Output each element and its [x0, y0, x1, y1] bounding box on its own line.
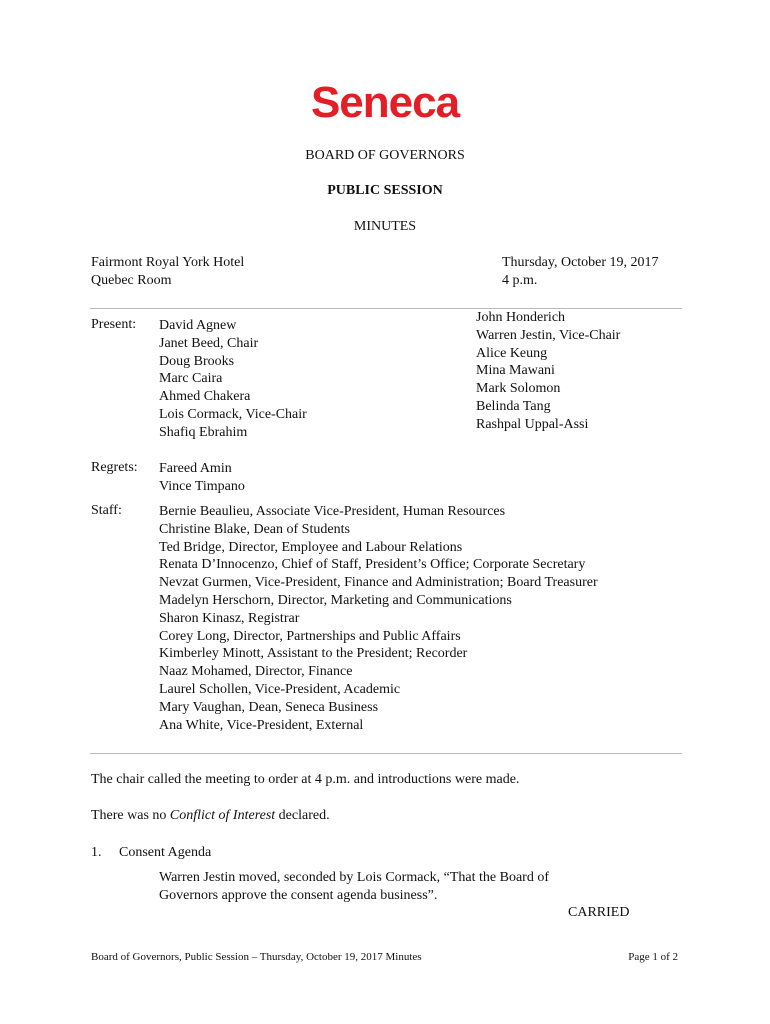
conflict-text-after: declared.	[275, 808, 330, 823]
list-item: Madelyn Herschorn, Director, Marketing and Communications	[159, 592, 512, 608]
board-title: BOARD OF GOVERNORS	[305, 148, 465, 163]
document-type: MINUTES	[353, 219, 417, 234]
venue-name: Fairmont Royal York Hotel	[91, 255, 245, 270]
list-item: Ana White, Vice-President, External	[159, 717, 364, 733]
page-number: Page 1 of 2	[628, 951, 678, 963]
list-item: Rashpal Uppal-Assi	[476, 416, 589, 432]
list-item: Mary Vaughan, Dean, Seneca Business	[159, 699, 379, 715]
list-item: Marc Caira	[159, 371, 223, 387]
list-item: Nevzat Gurmen, Vice-President, Finance and Administration; Board Treasurer	[159, 575, 598, 591]
list-item: Warren Jestin, Vice-Chair	[476, 327, 621, 343]
list-item: Christine Blake, Dean of Students	[159, 521, 350, 537]
list-item: Shafiq Ebrahim	[159, 424, 248, 440]
opening-paragraph: The chair called the meeting to order at 4 p.m. and introductions were made.	[91, 772, 520, 787]
motion-result: CARRIED	[568, 905, 630, 920]
present-list-right	[476, 309, 620, 434]
list-item: Belinda Tang	[476, 398, 551, 414]
list-item: Ahmed Chakera	[159, 389, 251, 405]
list-item: David Agnew	[159, 318, 237, 333]
footer-title: Board of Governors, Public Session – Thursday, October 19, 2017 Minutes	[91, 951, 422, 963]
agenda-item-title: Consent Agenda	[119, 845, 212, 860]
list-item: Corey Long, Director, Partnerships and Public Affairs	[159, 628, 461, 644]
meeting-datetime	[502, 254, 659, 290]
meeting-time: 4 p.m.	[502, 273, 538, 288]
list-item: Naaz Mohamed, Director, Finance	[159, 664, 353, 680]
list-item: Vince Timpano	[159, 478, 245, 494]
regrets-list	[159, 460, 245, 496]
list-item: Mark Solomon	[476, 381, 561, 397]
list-item: Lois Cormack, Vice-Chair	[159, 406, 307, 422]
seneca-logo: Seneca	[310, 78, 460, 127]
list-item: Laurel Schollen, Vice-President, Academic	[159, 681, 401, 697]
session-title: PUBLIC SESSION	[327, 183, 443, 198]
list-item: Kimberley Minott, Assistant to the President; Recorder	[159, 646, 468, 662]
present-label: Present:	[91, 317, 137, 332]
list-item: Sharon Kinasz, Registrar	[159, 610, 300, 626]
staff-list	[159, 503, 598, 734]
conflict-paragraph	[91, 808, 330, 824]
list-item: Fareed Amin	[159, 461, 232, 476]
staff-label: Staff:	[91, 503, 122, 518]
divider-bottom	[90, 753, 682, 754]
list-item: Janet Beed, Chair	[159, 335, 259, 351]
list-item: Renata D’Innocenzo, Chief of Staff, President’s Office; Corporate Secretary	[159, 557, 586, 573]
list-item: Ted Bridge, Director, Employee and Labour Relations	[159, 539, 463, 555]
meeting-date: Thursday, October 19, 2017	[502, 255, 659, 270]
list-item: Mina Mawani	[476, 363, 555, 379]
list-item: Alice Keung	[476, 345, 548, 361]
venue-room: Quebec Room	[91, 273, 172, 288]
agenda-item-1	[91, 845, 211, 861]
conflict-text-italic: Conflict of Interest	[169, 808, 276, 823]
list-item: John Honderich	[476, 310, 566, 325]
present-list-left	[159, 317, 307, 442]
list-item: Doug Brooks	[159, 353, 235, 369]
agenda-item-number: 1.	[91, 845, 102, 860]
list-item: Bernie Beaulieu, Associate Vice-President, Human Resources	[159, 504, 506, 519]
meeting-venue	[91, 254, 244, 290]
conflict-text-before: There was no	[91, 808, 170, 823]
motion-text: Warren Jestin moved, seconded by Lois Cormack, “That the Board of Governors approve the consent agenda business”.	[159, 870, 549, 903]
regrets-label: Regrets:	[91, 460, 138, 475]
